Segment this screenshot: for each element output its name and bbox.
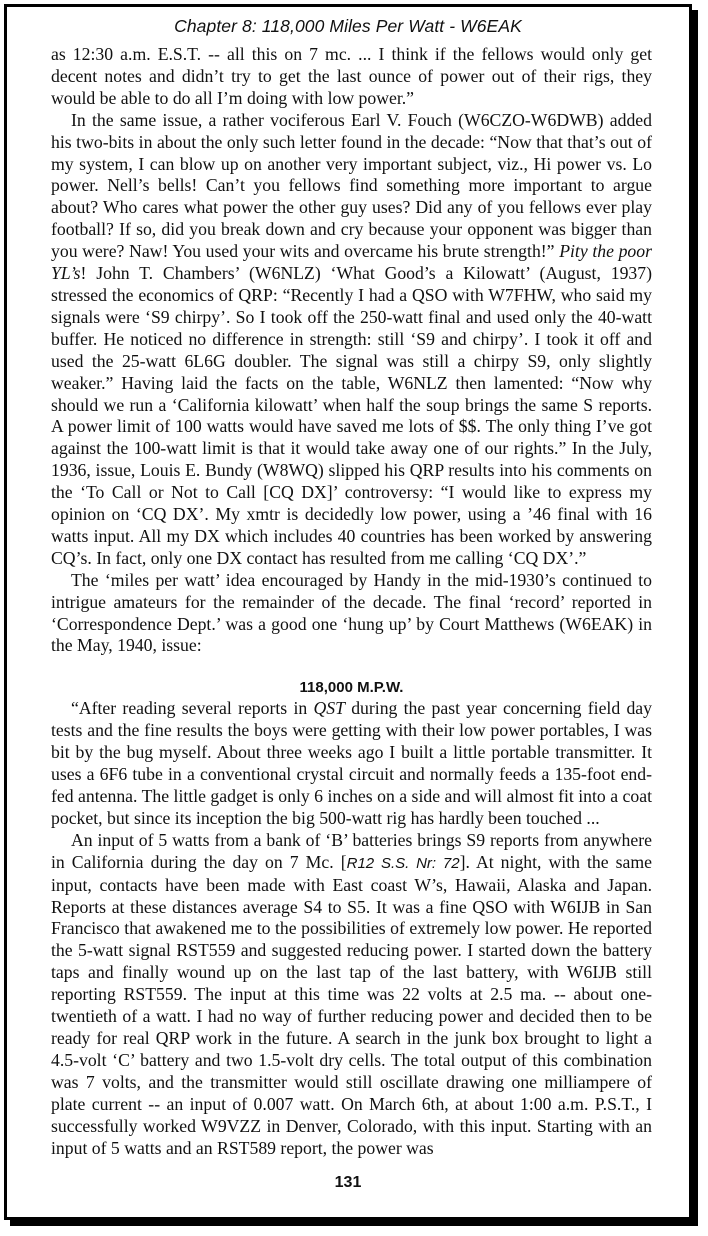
quote-paragraph-2 — [51, 830, 652, 1160]
paragraph-2 — [51, 110, 652, 570]
paragraph-3: The ‘miles per watt’ idea encouraged by Handy in the mid-1930’s continued to intrigue amateurs for the remainder of the decade. The final ‘record’ reported in ‘Correspondence Dept.’ was a good one ‘hung up’ by Court Matthews (W6EAK) in the May, 1940, issue: — [51, 569, 652, 656]
paragraph-1: as 12:30 a.m. E.S.T. -- all this on 7 mc. ... I think if the fellows would only get decent notes and didn’t try to get the last ounce of power out of their rigs, they would be able to do all I’m doing with low power.” — [51, 44, 652, 108]
chapter-header: Chapter 8: 118,000 Miles Per Watt - W6EAK — [174, 16, 522, 36]
quote-1-part-b: during the past year concerning field day tests and the fine results the boys were getting with their low power portables, I was bit by the bug myself. About three weeks ago I built a little portable transmitter. It uses a 6F6 tube in a conventional crystal circuit and normally feeds a 135-foot end-fed antenna. The little gadget is only 6 inches on a side and will almost fit into a coat pocket, but since its inception the big 500-watt rig has hardly been touched ... — [51, 698, 652, 828]
paragraph-2-part-b: ! John T. Chambers’ (W6NLZ) ‘What Good’s a Kilowatt’ (August, 1937) stressed the economics of QRP: “Recently I had a QSO with W7FHW, who said my signals were ‘S9 chirpy’. So I took off the 250-watt final and used only the 40-watt buffer. He noticed no difference in strength: still ‘S9 and chirpy’. I took it off and used the 25-watt 6L6G doubler. The signal was still a chirpy S9, only slightly weaker.” Having laid the facts on the table, W6NLZ then lamented: “Now why should we run a ‘California kilowatt’ when half the soup brings the same S reports. A power limit of 100 watts would have saved me lots of $$. The only thing I’ve got against the 100-watt limit is that it would take away one of our rights.” In the July, 1936, issue, Louis E. Bundy (W8WQ) slipped his QRP results into his comments on the ‘To Call or Not to Call [CQ DX]’ controversy: “I would like to express my opinion on ‘CQ DX’. My xmtr is decidedly low power, using a ’46 final with 16 watts input. All my DX which includes 40 countries has been worked by answering CQ’s. In fact, only one DX contact has resulted from me calling ‘CQ DX’.” — [51, 263, 652, 568]
quoted-letter — [51, 698, 652, 1159]
quote-1-part-a: “After reading several reports in — [71, 698, 314, 719]
quote-2-note: R12 S.S. Nr: 72 — [346, 854, 460, 872]
quote-2-part-a: An input of 5 watts from a bank of ‘B’ batteries brings S9 reports from anywhere in California during the day on 7 Mc. [ — [51, 829, 652, 872]
section-title: 118,000 M.P.W. — [299, 679, 404, 697]
quote-paragraph-1 — [51, 698, 652, 829]
page-body — [51, 44, 652, 1159]
paragraph-2-part-a: In the same issue, a rather vociferous Earl V. Fouch (W6CZO-W6DWB) added his two-bits in about the only such letter found in the decade: “Now that that’s out of my system, I can blow up on another very important subject, viz., Hi power vs. Lo power. Nell’s bells! Can’t you fellows find something more important to argue about? Who cares what power the other guy uses? Did any of you fellows ever play football? If so, did you break down and cry because your opponent was bigger than you were? Naw! You used your wits and overcame his brute strength!” — [51, 109, 652, 262]
paragraph-2-italic: Pity the poor YL’s — [51, 241, 652, 284]
quote-2-part-b: ]. At night, with the same input, contacts have been made with East coast W’s, Hawaii, Alaska and Japan. Reports at these distances average S4 to S5. It was a fine QSO with W6IJB in San Francisco that awakened me to the possibilities of extremely low power. He reported the 5-watt signal RST559 and suggested reducing power. I started down the battery taps and finally wound up on the last tap of the last battery, with W6IJB still reporting RST559. The input at this time was 22 volts at 2.5 ma. -- about one-twentieth of a watt. I had no way of further reducing power and decided then to be ready for real QRP work in the future. A search in the junk box brought to light a 4.5-volt ‘C’ battery and two 1.5-volt dry cells. The total output of this combination was 7 volts, and the transmitter would still oscillate drawing one milliampere of plate current -- an input of 0.007 watt. On March 6th, at about 1:00 a.m. P.S.T., I successfully worked W9VZZ in Denver, Colorado, with this input. Starting with an input of 5 watts and an RST589 report, the power was — [51, 851, 653, 1158]
qst-italic: QST — [313, 698, 345, 719]
page-frame — [4, 4, 692, 1220]
page-number: 131 — [334, 1174, 362, 1191]
